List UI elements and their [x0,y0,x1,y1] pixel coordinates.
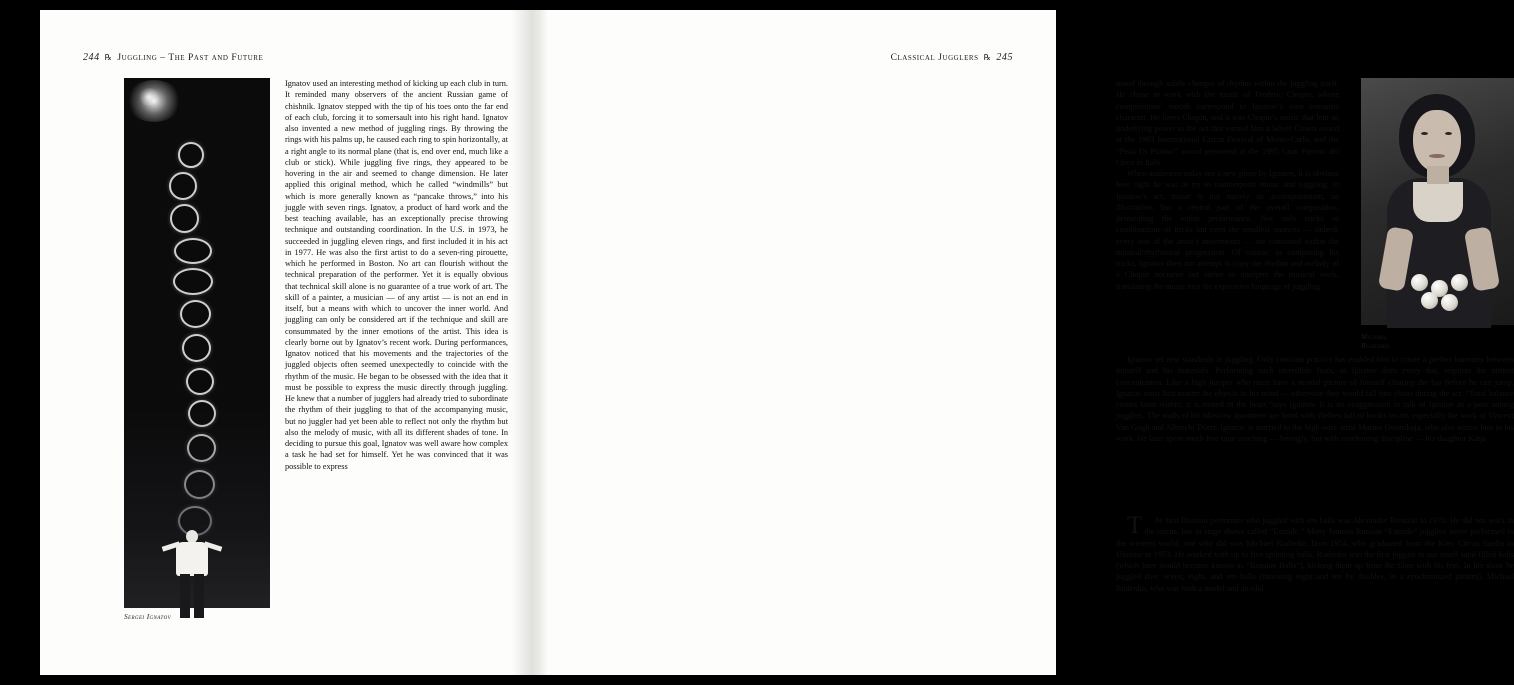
left-folio: 244 [83,52,100,63]
right-body-text-bottom [1116,512,1514,594]
caption-michael-rudenko: Michael Rudenko. [1361,332,1392,350]
left-body-text [285,78,508,472]
left-running-head-text: Juggling – The Past and Future [117,53,264,63]
ring-5 [173,268,213,295]
ring-1 [178,142,204,168]
paragraph: Ignatov set new standards in juggling. Only constant practice has enabled him to create a perfect harmony between himself and his materials. Performing such incredible feats, as Ignatov does every day, requires the utmost concentration. Like a high jumper who must have a mental picture of himself clearing the bar before he can jump, Ignatov must first master the objects in his mind — otherwise they would fall into chaos during the act. “Total balance comes from within; it is rooted in the heart,”says Ignatov. It is no exaggeration to talk of Ignatov as a poet among jugglers. The walls of his Moscow apartment are lined with shelves full of books on art, especially the work of Vincent Van Gogh and Albrecht Dürer. Ignatov is married to the high-wire artist Marina Ossinskaja, who also assists him in his work. He later spent much free time coaching — lovingly, but with unrelenting discipline — his daughter Katja [1116,355,1514,443]
photo-michael-rudenko [1361,78,1514,325]
portrait-neck [1427,166,1449,184]
ring-3 [170,204,199,233]
juggling-ball-3 [1451,274,1468,291]
paragraph: When audiences today see a new piece by Ignatov, it is obvious how right he was to try to counterpoint music and juggling: in Ignatov’s act, music is not merely an accompaniment, an illustration, but a central part of the overall composition, permeating the entire performance. Not only tricks or combinations of tricks but even the smallest nuances — indeed, every one of the artist’s movements — are contained within the musical/rhythmical progression. Of course, in composing his tricks, Ignatov does not attempt to copy the rhythm and melody of a Chopin nocturne but rather to interpret the musical work, translating the music into the expressive language of juggling. [1116,169,1339,291]
juggler-right-leg [194,574,204,618]
ornament-icon: ℞ [983,53,992,62]
portrait-face [1413,110,1461,172]
ring-6 [180,300,211,328]
juggling-ball-1 [1411,274,1428,291]
portrait-shirt [1413,182,1463,222]
portrait-mouth [1429,154,1445,158]
paragraph: mood through subtle changes of rhythm within the juggling itself. He chose to work with the music of Frederic Chopin, whose compositions’ moods correspond to Ignatov’s own romantic character. He loves Chopin, and it was Chopin’s music that lent an underlying power to the act that earned him a Silver Clown award at the 1983 International Circus Festival of Monte-Carlo, and the “Pista Di Platino” award presented at the 1995 Gran Premio del Circo in Italy. [1116,79,1339,167]
paragraph-with-dropcap [1116,512,1514,594]
ring-8 [186,368,214,395]
juggler-torso [176,542,208,576]
photo-sergei-ignatov [124,78,270,608]
left-running-head [83,52,263,63]
drop-cap: T [1127,512,1143,539]
stage-light-glow-2 [138,88,160,106]
ring-4 [174,238,212,264]
right-folio: 245 [996,52,1013,63]
ornament-icon: ℞ [104,53,113,62]
right-page [548,10,1514,675]
juggling-ball-5 [1441,294,1458,311]
right-body-text-top [1116,78,1339,292]
portrait-left-eye [1421,132,1428,135]
left-page [40,10,548,675]
ring-2 [169,172,197,200]
paragraph-text: he first Russian performer who juggled with ten balls was Alexander Bresizki in 1970. He did not work in the circus, but in stage shows called “Estrade.” Many famous Russian “Estrade” jugglers never performed in the western world; one who did was Michael Rudenko, born 1954, who graduated from the Kiev Circus Studio in Ukraine in 1973. He worked with up to five spinning balls. Rudenko was the first juggler to use small sand-filled balls (which later would become known as “Russian Balls”), kicking them up from the floor with his feet. In his show he juggled five, seven, eight, and ten balls (throwing eight and ten by doubles, in a synchronized pattern). Michael Rudenko, who was both a model and an idol [1116,516,1514,593]
right-body-text-full [1116,354,1514,444]
juggling-ball-4 [1421,292,1438,309]
right-running-head-text: Classical Jugglers [890,53,979,63]
juggler-left-leg [180,574,190,618]
caption-sergei-ignatov: Sergei Ignatov [124,612,172,621]
ring-7 [182,334,211,362]
right-running-head [891,52,1013,63]
paragraph: Ignatov used an interesting method of kicking up each club in turn. It reminded many observers of the ancient Russian game of chishnik. Ignatov stepped with the tip of his toes onto the far end of each club, forcing it to somersault into his right hand. Ignatov also invented a new method of juggling rings. By throwing the rings with his palms up, he caused each ring to spin horizontally, at a right angle to its normal plane (that is, end over end, much like a club or stick). While juggling five rings, they appeared to be hovering in the air and seemed to change dimension. He later applied this original method, which he called “windmills” but which is more generally known as “pancake throws,” into his juggle with seven rings. Ignatov, a product of hard work and the best teaching available, has an exceptionally precise throwing technique and outstanding coordination. In the U.S. in 1973, he succeeded in juggling eleven rings, and first included it in his act in 1977. He was also the first artist to do a seven-ring pirouette, which he performed in Boston. No art can flourish without the technical preparation of the performer. Yet it is equally obvious that technical skill alone is no guarantee of a true work of art. The skill of a painter, a musician — of any artist — is not an end in itself, but a means with which to uncover the inner world. And juggling can only be considered art if the technique and skill are consummated by the inner emotions of the artist. This idea is clearly borne out by Ignatov’s recent work. During performances, Ignatov noticed that his movements and the trajectories of the juggled objects often seemed unexpectedly to coincide with the rhythm of the music. He began to be obsessed with the idea that it must be possible to express the music directly through juggling. He knew that a number of jugglers had already tried to subordinate the rhythm of their juggling to that of the accompanying music, but no juggler had yet been able to reflect not only the rhythm but also the melody of music, with all its different shades of tone. In deciding to pursue this goal, Ignatov was well aware how complex a task he had set for himself. Yet he was convinced that it was possible to express [285,79,508,471]
portrait-right-eye [1445,132,1452,135]
